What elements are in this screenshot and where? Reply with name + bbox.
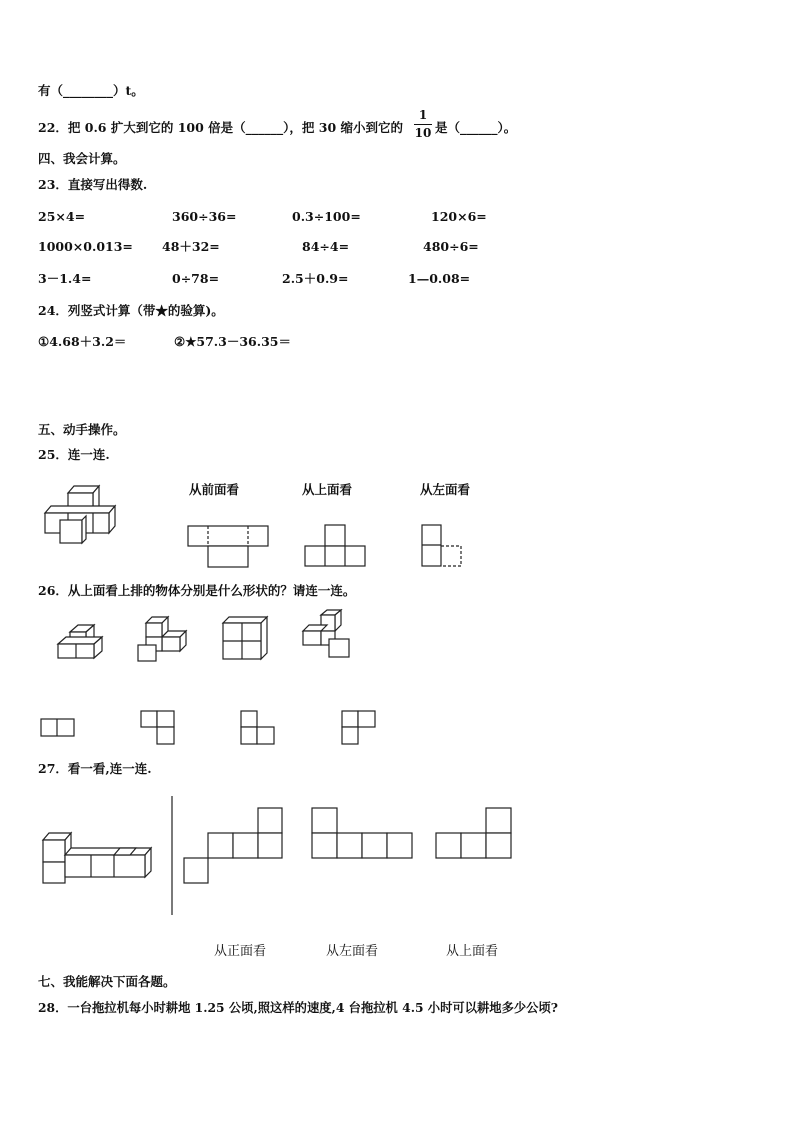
q27-view-top-label: 从上面看 (446, 944, 499, 959)
section-5-heading: 五、动手操作。 (38, 422, 126, 437)
q26-solid-3 (221, 615, 269, 661)
q23-r2c3: 84÷4= (302, 239, 350, 254)
q24-title: 24．列竖式计算（带★的验算)。 (38, 303, 224, 318)
q27-view-shape-2 (312, 808, 414, 860)
q27-view-shape-3 (436, 808, 514, 860)
q27-title: 27．看一看,连一连. (38, 761, 152, 776)
q25-cube-stack-figure (44, 483, 139, 547)
q22-fraction-numerator: 1 (418, 108, 428, 122)
q23-r3c4: 1—0.08= (408, 271, 471, 286)
q22-text-part1: 22．把 0.6 扩大到它的 100 倍是（______），把 30 缩小到它的 (38, 120, 403, 135)
q26-top-view-4 (342, 711, 376, 745)
q27-view-left-label: 从左面看 (326, 944, 379, 959)
q26-top-view-1 (41, 719, 75, 737)
q22-fraction-bar (414, 124, 432, 125)
q23-r2c1: 1000×0.013= (38, 239, 133, 254)
q26-solid-1 (58, 624, 106, 660)
q27-divider-line (171, 796, 173, 916)
q21-tail: 有（________）t。 (38, 83, 144, 98)
q23-r3c2: 0÷78= (172, 271, 220, 286)
q25-view-top-label: 从上面看 (302, 482, 353, 497)
q26-solid-2 (136, 615, 188, 663)
q24-item1: ①4.68＋3.2＝ (38, 334, 127, 349)
q23-title: 23．直接写出得数. (38, 177, 148, 192)
q27-view-shape-1 (184, 808, 284, 884)
section-4-heading: 四、我会计算。 (38, 151, 126, 166)
q26-top-view-3 (241, 711, 275, 745)
q24-item2: ②★57.3－36.35＝ (174, 334, 291, 349)
q25-top-view-shape (305, 525, 365, 567)
q23-r1c4: 120×6= (431, 209, 487, 224)
q23-r1c1: 25×4= (38, 209, 86, 224)
q23-r3c1: 3－1.4= (38, 271, 92, 286)
q27-solid-figure (42, 830, 154, 884)
q23-r2c4: 480÷6= (423, 239, 479, 254)
q26-solid-4 (301, 609, 353, 661)
q25-title: 25．连一连. (38, 447, 110, 462)
q26-title: 26．从上面看上排的物体分别是什么形状的？请连一连。 (38, 583, 356, 598)
q23-r1c2: 360÷36= (172, 209, 237, 224)
q22-text-part2: 是（______）。 (435, 120, 517, 135)
q27-view-front-label: 从正面看 (214, 944, 267, 959)
q26-top-view-2 (141, 711, 175, 745)
q23-r2c2: 48＋32= (162, 239, 220, 254)
q28-text: 28．一台拖拉机每小时耕地 1.25 公顷,照这样的速度,4 台拖拉机 4.5 小时可以耕地多少公顷? (38, 1000, 558, 1015)
q23-r3c3: 2.5＋0.9= (282, 271, 349, 286)
section-7-heading: 七、我能解决下面各题。 (38, 974, 176, 989)
q23-r1c3: 0.3÷100= (292, 209, 361, 224)
q25-view-left-label: 从左面看 (420, 482, 471, 497)
q25-view-front-label: 从前面看 (189, 482, 240, 497)
q25-left-view-shape (422, 525, 464, 567)
q22-fraction-denominator: 10 (414, 126, 432, 140)
q25-front-view-shape (188, 526, 268, 568)
